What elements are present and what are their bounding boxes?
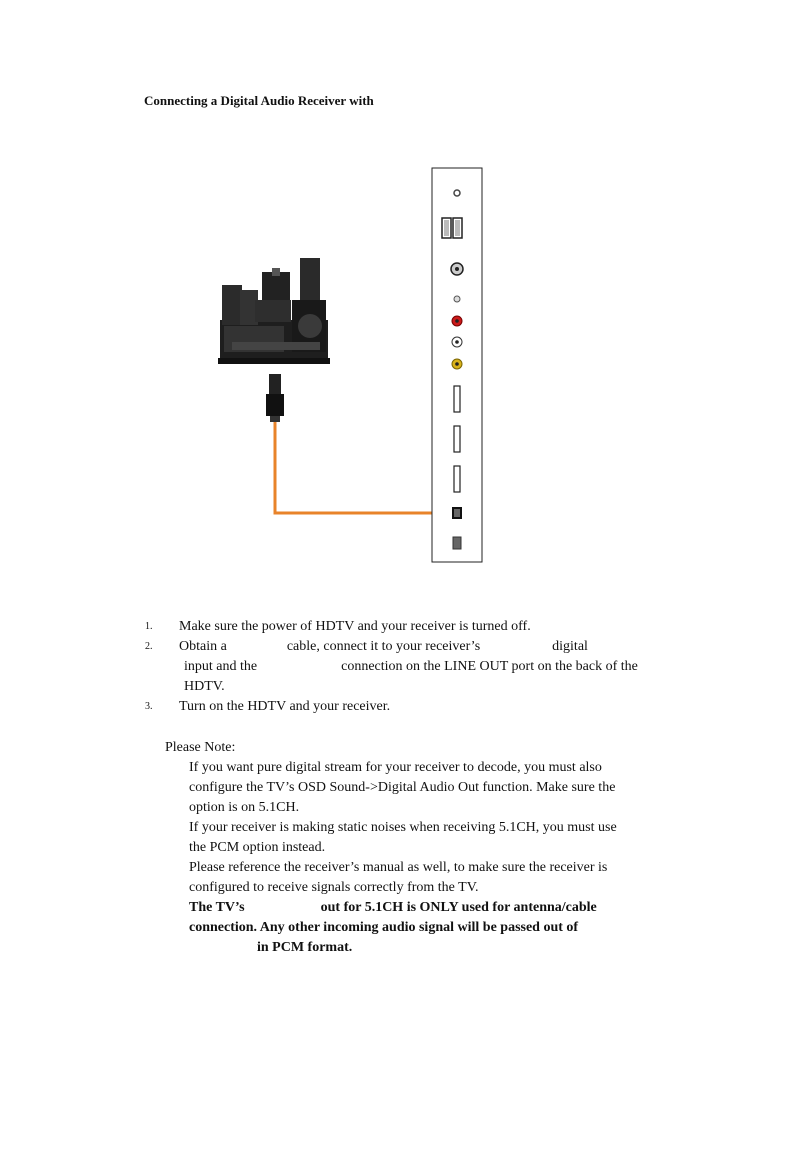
step-text: HDTV.	[184, 679, 225, 694]
section-heading: Connecting a Digital Audio Receiver with	[144, 93, 374, 108]
step-text: digital	[552, 639, 588, 654]
step-item	[145, 637, 665, 697]
note-warning: The TV’s out for 5.1CH is ONLY used for antenna/cable connection. Any other incoming audio signal will be passed out of in PCM format.	[189, 900, 597, 955]
step-number: 3.	[145, 701, 153, 712]
note-section	[165, 738, 645, 958]
step-text: Turn on the HDTV and your receiver.	[179, 699, 391, 714]
step-text: Obtain a	[179, 639, 227, 654]
note-label: Please Note:	[165, 740, 236, 755]
step-text: cable, connect it to your receiver’s	[286, 639, 481, 654]
home-theater-illustration	[218, 258, 330, 364]
note-paragraph: If you want pure digital stream for your receiver to decode, you must also configure the TV’s OSD Sound->Digital Audio Out function. Make sure the option is on 5.1CH.	[189, 760, 616, 815]
step-text: connection on the LINE OUT port on the back of the	[341, 659, 638, 674]
step-text: Make sure the power of HDTV and your receiver is turned off.	[179, 619, 531, 634]
step-item	[145, 617, 665, 637]
step-number: 2.	[145, 641, 153, 652]
optical-cable	[266, 374, 442, 513]
step-item	[145, 697, 665, 717]
step-text: input and the	[184, 659, 258, 674]
steps-list	[145, 617, 665, 717]
step-number: 1.	[145, 621, 153, 632]
note-paragraph: Please reference the receiver’s manual as well, to make sure the receiver is configured to receive signals correctly from the TV.	[189, 860, 608, 895]
note-paragraph: If your receiver is making static noises when receiving 5.1CH, you must use the PCM option instead.	[189, 820, 617, 855]
